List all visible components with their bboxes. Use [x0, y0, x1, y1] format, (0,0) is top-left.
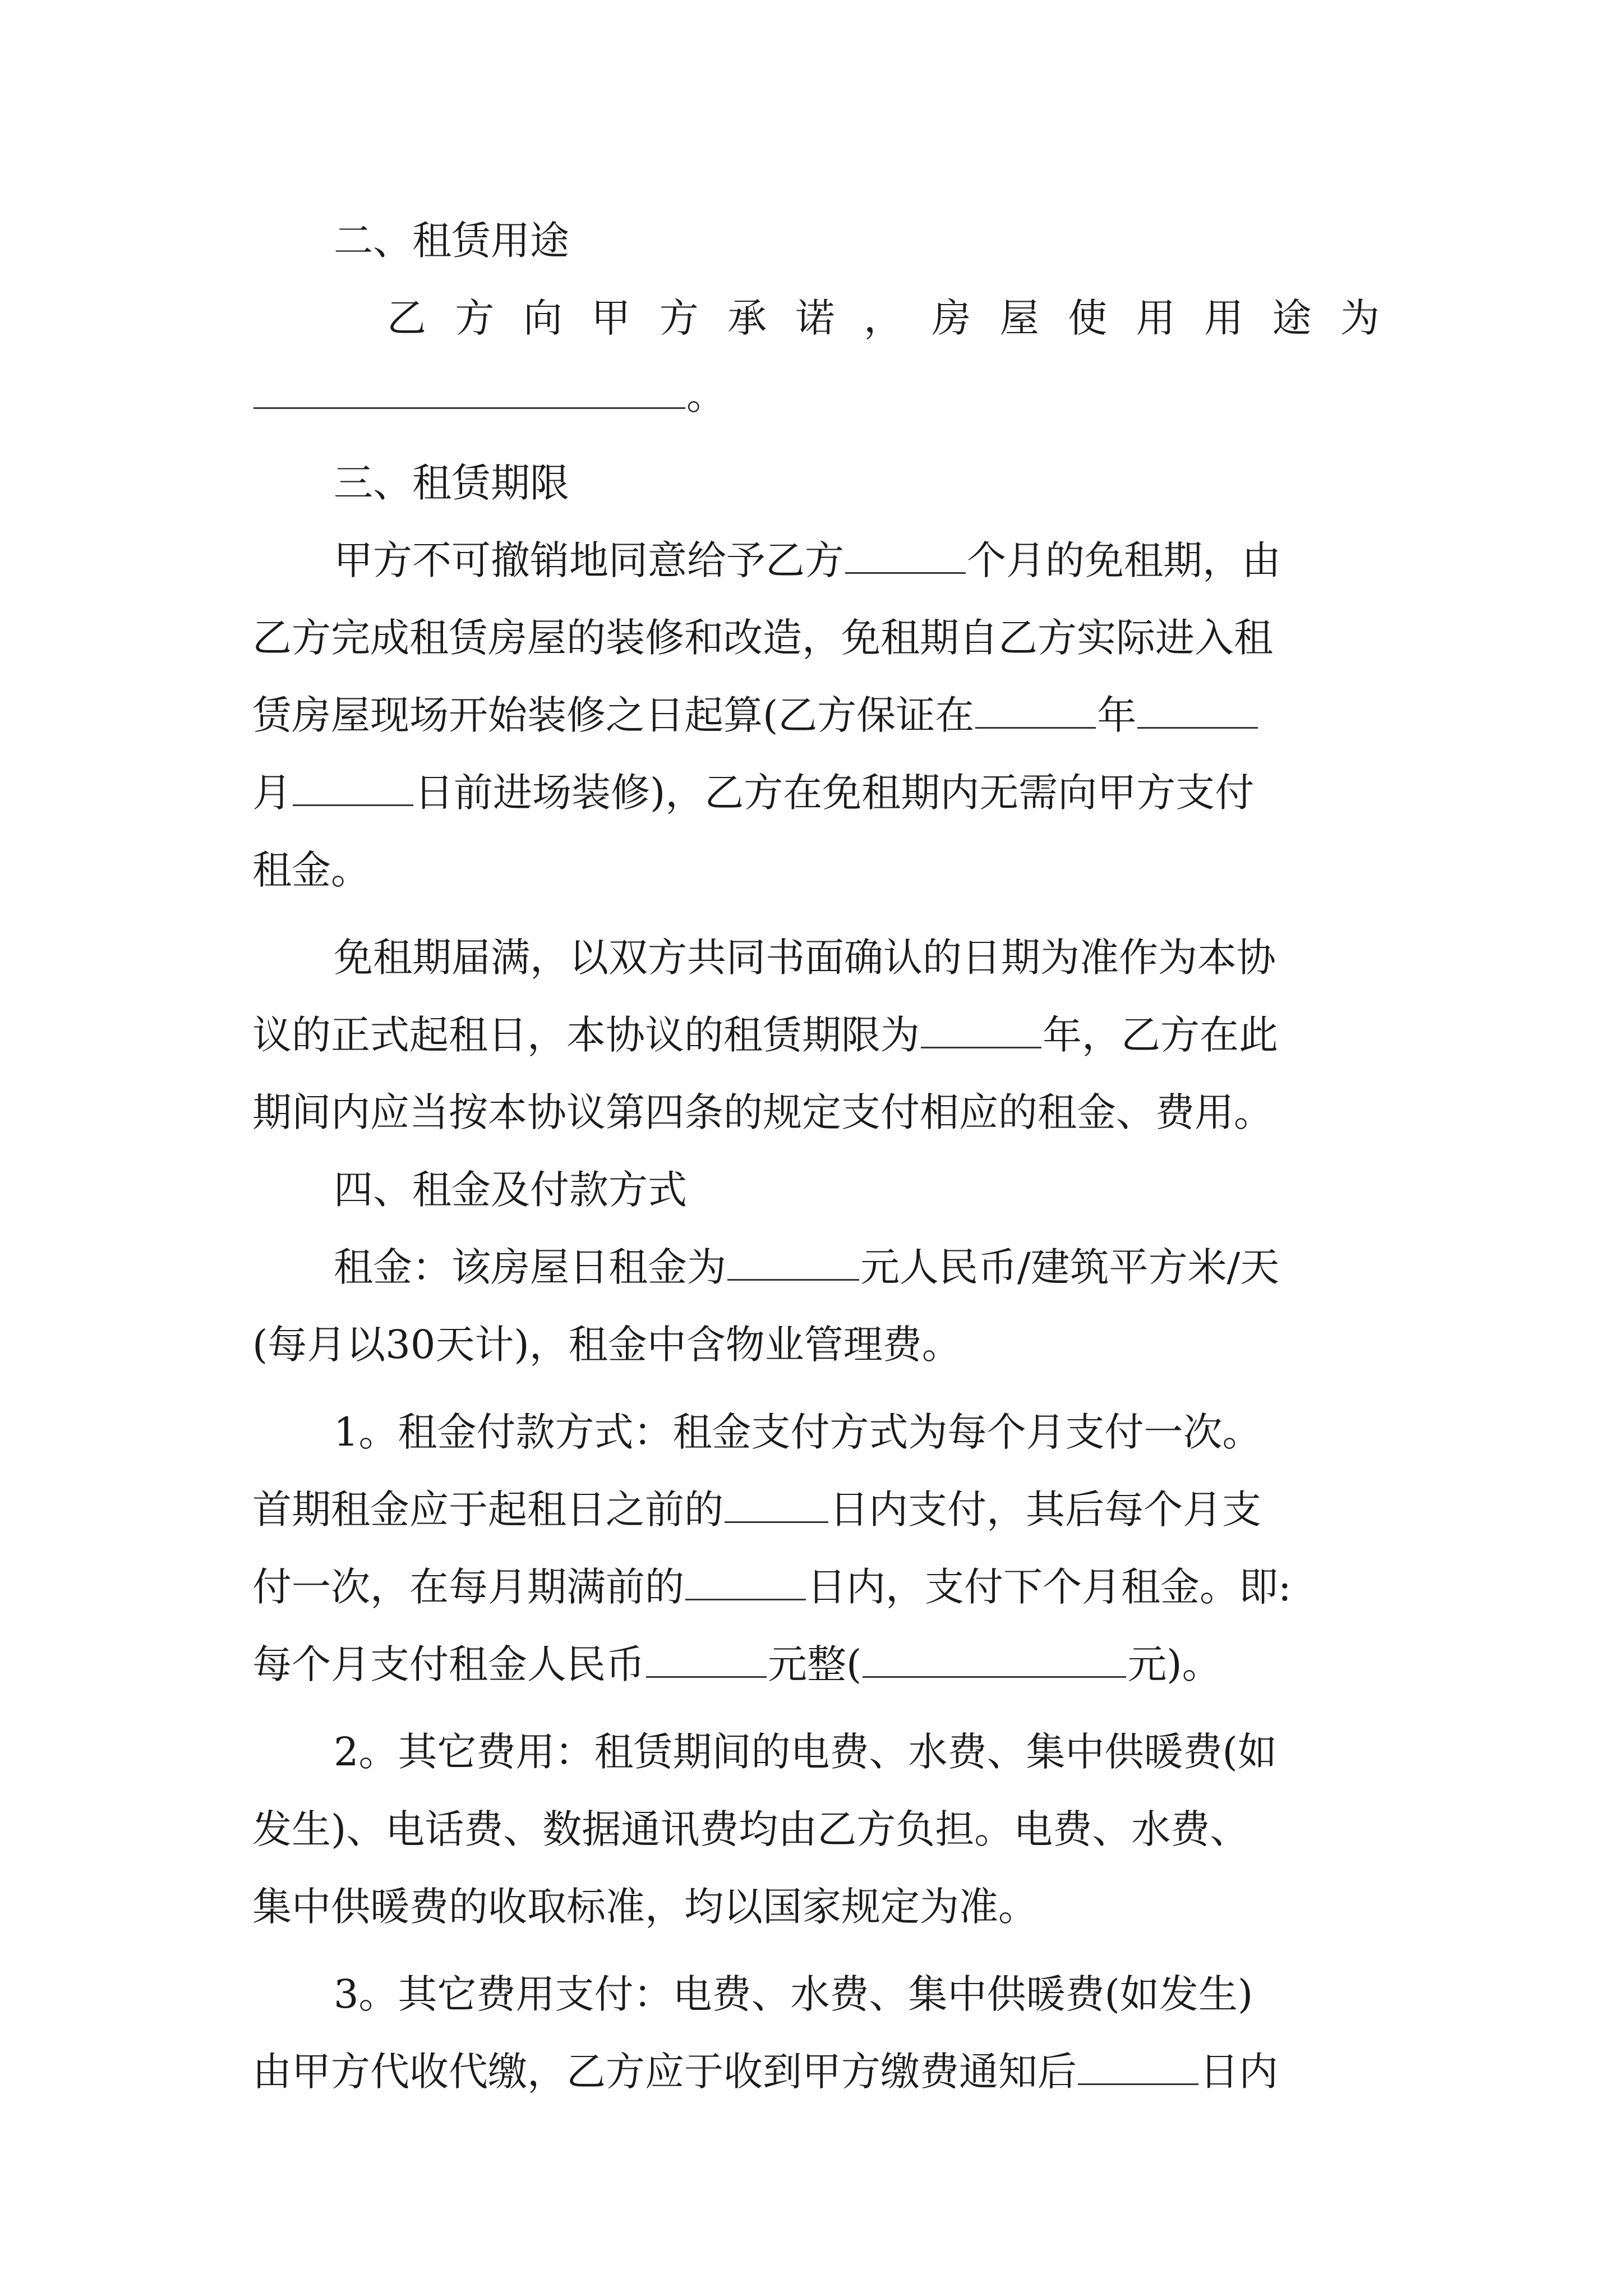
section-heading — [252, 202, 1380, 279]
text: 月 — [252, 770, 292, 816]
char: 诺 — [795, 295, 835, 341]
section-2-heading: 二、租赁用途 — [334, 218, 569, 264]
char: ， — [863, 295, 903, 341]
text: 个月的免租期，由 — [967, 537, 1281, 583]
text: 1。租金付款方式：租金支付方式为每个月支付一次。 — [334, 1409, 1262, 1455]
fill-blank-usage[interactable] — [253, 374, 685, 409]
text: 乙方完成租赁房屋的装修和改造，免租期自乙方实际进入租 — [252, 615, 1273, 661]
paragraph-line — [252, 357, 1380, 434]
text: 日内 — [1200, 2049, 1278, 2095]
section-4-heading: 四、租金及付款方式 — [334, 1167, 687, 1213]
paragraph-line — [252, 1955, 1380, 2033]
text: 日前进场装修)，乙方在免租期内无需向甲方支付 — [414, 770, 1255, 816]
text: (每月以30天计)，租金中含物业管理费。 — [252, 1322, 961, 1368]
fill-blank-first-payment-days[interactable] — [725, 1488, 828, 1523]
text: 首期租金应于起租日之前的 — [252, 1487, 723, 1533]
paragraph-line — [252, 1228, 1380, 1306]
char: 屋 — [999, 295, 1039, 341]
paragraph-line — [252, 996, 1380, 1074]
text: 议的正式起租日，本协议的租赁期限为 — [252, 1012, 920, 1058]
paragraph-line — [252, 1713, 1380, 1791]
text: 免租期届满，以双方共同书面确认的日期为准作为本协 — [334, 935, 1276, 981]
char: 用 — [1136, 295, 1175, 341]
paragraph-line — [252, 2033, 1380, 2110]
text: 发生)、电话费、数据通讯费均由乙方负担。电费、水费、 — [252, 1806, 1249, 1852]
text: 日内，支付下个月租金。即: — [807, 1564, 1292, 1610]
paragraph-line — [252, 831, 1380, 909]
fill-blank-lease-years[interactable] — [921, 1013, 1041, 1048]
text: 租金：该房屋日租金为 — [334, 1244, 726, 1290]
text: 每个月支付租金人民币 — [252, 1641, 645, 1687]
document-page — [252, 202, 1380, 2110]
paragraph-line — [252, 1074, 1380, 1151]
section-3-heading: 三、租赁期限 — [334, 460, 569, 506]
text: 集中供暖费的收取标准，均以国家规定为准。 — [252, 1884, 1038, 1930]
char: 房 — [932, 295, 971, 341]
fill-blank-day[interactable] — [293, 771, 413, 806]
fill-blank-monthly-days[interactable] — [685, 1565, 806, 1600]
text: 甲方不可撤销地同意给予乙方 — [334, 537, 844, 583]
text: 期间内应当按本协议第四条的规定支付相应的租金、费用。 — [252, 1089, 1273, 1135]
char: 乙 — [387, 295, 426, 341]
section-heading — [252, 444, 1380, 522]
text: 元人民币/建筑平方米/天 — [860, 1244, 1280, 1290]
text: 日内支付，其后每个月支 — [829, 1487, 1261, 1533]
paragraph-line — [252, 1548, 1380, 1626]
text: 。 — [686, 372, 726, 418]
text: 由甲方代收代缴，乙方应于收到甲方缴费通知后 — [252, 2049, 1077, 2095]
fill-blank-month[interactable] — [1137, 693, 1258, 729]
char: 甲 — [591, 295, 631, 341]
text: 付一次，在每月期满前的 — [252, 1564, 684, 1610]
paragraph-line — [252, 522, 1380, 599]
char: 使 — [1068, 295, 1108, 341]
paragraph-line — [252, 599, 1380, 677]
text: 年 — [1097, 692, 1137, 738]
text: 2。其它费用：租赁期间的电费、水费、集中供暖费(如 — [334, 1729, 1277, 1775]
text: 元)。 — [1127, 1641, 1221, 1687]
paragraph-line — [252, 1626, 1380, 1703]
char: 方 — [659, 295, 699, 341]
fill-blank-payment-days[interactable] — [1078, 2050, 1198, 2085]
char: 承 — [727, 295, 767, 341]
paragraph-line — [252, 1306, 1380, 1383]
fill-blank-monthly-rent[interactable] — [646, 1642, 767, 1678]
char: 途 — [1272, 295, 1312, 341]
text: 年，乙方在此 — [1043, 1012, 1278, 1058]
text: 元整( — [768, 1641, 862, 1687]
fill-blank-rent-free-months[interactable] — [845, 539, 966, 574]
paragraph-line — [252, 754, 1380, 831]
spaced-sentence — [252, 279, 1380, 357]
section-heading — [252, 1151, 1380, 1228]
text: 租金。 — [252, 847, 370, 893]
paragraph-line — [252, 1471, 1380, 1548]
paragraph-line — [252, 1791, 1380, 1868]
paragraph-line — [252, 279, 1380, 357]
char: 向 — [523, 295, 562, 341]
text: 赁房屋现场开始装修之日起算(乙方保证在 — [252, 692, 975, 738]
fill-blank-monthly-rent-figure[interactable] — [863, 1642, 1126, 1678]
fill-blank-daily-rent[interactable] — [727, 1245, 859, 1281]
char: 用 — [1204, 295, 1244, 341]
paragraph-line — [252, 677, 1380, 754]
paragraph-line — [252, 1393, 1380, 1471]
char: 为 — [1340, 295, 1380, 341]
char: 方 — [455, 295, 495, 341]
text: 3。其它费用支付：电费、水费、集中供暖费(如发生) — [334, 1971, 1253, 2017]
fill-blank-year[interactable] — [975, 693, 1096, 729]
paragraph-line — [252, 919, 1380, 996]
paragraph-line — [252, 1868, 1380, 1945]
